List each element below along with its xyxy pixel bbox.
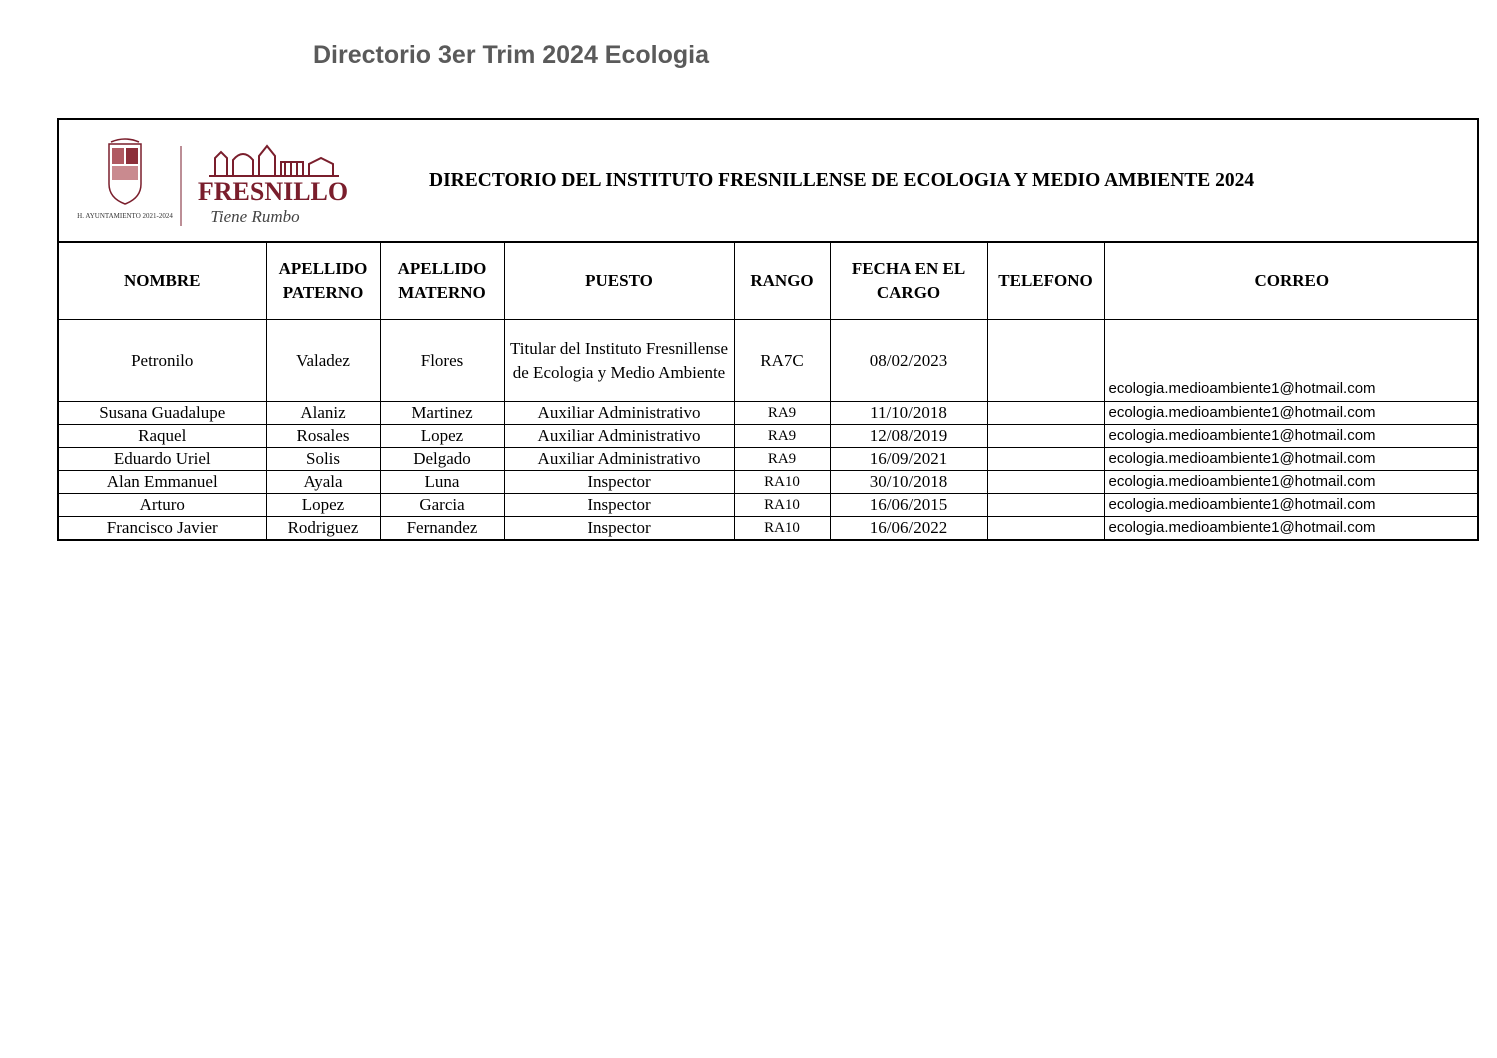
column-header-nombre: NOMBRE (59, 243, 266, 320)
column-header-telefono: TELEFONO (987, 243, 1104, 320)
cell-apellido-materno: Delgado (380, 448, 504, 471)
cell-correo: ecologia.medioambiente1@hotmail.com (1104, 448, 1479, 471)
cell-telefono (987, 402, 1104, 425)
table-header-row (59, 243, 1479, 320)
cell-apellido-paterno: Solis (266, 448, 380, 471)
cell-fecha: 12/08/2019 (830, 425, 987, 448)
cell-apellido-paterno: Lopez (266, 494, 380, 517)
cell-fecha: 11/10/2018 (830, 402, 987, 425)
column-header-correo: CORREO (1104, 243, 1479, 320)
cell-apellido-materno: Luna (380, 471, 504, 494)
table-row (59, 448, 1479, 471)
logo-slogan-text: Tiene Rumbo (210, 207, 300, 226)
column-header-apellido-paterno: APELLIDO PATERNO (266, 243, 380, 320)
cell-puesto: Inspector (504, 471, 734, 494)
directory-sheet (57, 118, 1479, 541)
cell-rango: RA10 (734, 517, 830, 540)
cell-telefono (987, 471, 1104, 494)
cell-apellido-materno: Martinez (380, 402, 504, 425)
table-row (59, 517, 1479, 540)
logo-brand-text: FRESNILLO (197, 177, 349, 206)
cell-rango: RA10 (734, 471, 830, 494)
cell-telefono (987, 494, 1104, 517)
table-row (59, 471, 1479, 494)
page-title: Directorio 3er Trim 2024 Ecologia (313, 41, 709, 69)
cell-rango: RA9 (734, 402, 830, 425)
cell-rango: RA9 (734, 448, 830, 471)
seal-caption: H. AYUNTAMIENTO 2021-2024 (77, 212, 173, 220)
directory-banner (59, 120, 1477, 243)
cell-apellido-paterno: Valadez (266, 320, 380, 402)
cell-correo: ecologia.medioambiente1@hotmail.com (1104, 402, 1479, 425)
cell-apellido-materno: Fernandez (380, 517, 504, 540)
table-row (59, 402, 1479, 425)
cell-rango: RA7C (734, 320, 830, 402)
municipal-seal-icon (109, 139, 141, 204)
fresnillo-logo (77, 138, 349, 230)
cell-puesto: Auxiliar Administrativo (504, 402, 734, 425)
directory-title: DIRECTORIO DEL INSTITUTO FRESNILLENSE DE ECOLOGIA Y MEDIO AMBIENTE 2024 (429, 170, 1255, 191)
cell-fecha: 16/06/2022 (830, 517, 987, 540)
cell-telefono (987, 517, 1104, 540)
cell-correo: ecologia.medioambiente1@hotmail.com (1104, 320, 1479, 402)
table-row (59, 320, 1479, 402)
cell-apellido-paterno: Rosales (266, 425, 380, 448)
column-header-apellido-materno: APELLIDO MATERNO (380, 243, 504, 320)
cell-nombre: Eduardo Uriel (59, 448, 266, 471)
cell-nombre: Arturo (59, 494, 266, 517)
cell-fecha: 30/10/2018 (830, 471, 987, 494)
cell-puesto: Auxiliar Administrativo (504, 448, 734, 471)
skyline-icon (209, 146, 339, 176)
cell-correo: ecologia.medioambiente1@hotmail.com (1104, 425, 1479, 448)
cell-apellido-materno: Garcia (380, 494, 504, 517)
table-row (59, 425, 1479, 448)
cell-puesto: Inspector (504, 517, 734, 540)
cell-apellido-materno: Lopez (380, 425, 504, 448)
column-header-rango: RANGO (734, 243, 830, 320)
cell-apellido-paterno: Rodriguez (266, 517, 380, 540)
cell-nombre: Francisco Javier (59, 517, 266, 540)
cell-correo: ecologia.medioambiente1@hotmail.com (1104, 471, 1479, 494)
cell-nombre: Raquel (59, 425, 266, 448)
cell-nombre: Alan Emmanuel (59, 471, 266, 494)
cell-puesto: Auxiliar Administrativo (504, 425, 734, 448)
cell-telefono (987, 425, 1104, 448)
cell-apellido-paterno: Ayala (266, 471, 380, 494)
cell-correo: ecologia.medioambiente1@hotmail.com (1104, 494, 1479, 517)
cell-apellido-paterno: Alaniz (266, 402, 380, 425)
cell-fecha: 08/02/2023 (830, 320, 987, 402)
cell-correo: ecologia.medioambiente1@hotmail.com (1104, 517, 1479, 540)
cell-nombre: Petronilo (59, 320, 266, 402)
table-row (59, 494, 1479, 517)
cell-apellido-materno: Flores (380, 320, 504, 402)
cell-rango: RA9 (734, 425, 830, 448)
cell-nombre: Susana Guadalupe (59, 402, 266, 425)
cell-telefono (987, 448, 1104, 471)
cell-rango: RA10 (734, 494, 830, 517)
cell-telefono (987, 320, 1104, 402)
column-header-fecha: FECHA EN EL CARGO (830, 243, 987, 320)
cell-puesto: Titular del Instituto Fresnillense de Ecologia y Medio Ambiente (504, 320, 734, 402)
cell-puesto: Inspector (504, 494, 734, 517)
column-header-puesto: PUESTO (504, 243, 734, 320)
cell-fecha: 16/06/2015 (830, 494, 987, 517)
directory-table (59, 243, 1479, 539)
cell-fecha: 16/09/2021 (830, 448, 987, 471)
